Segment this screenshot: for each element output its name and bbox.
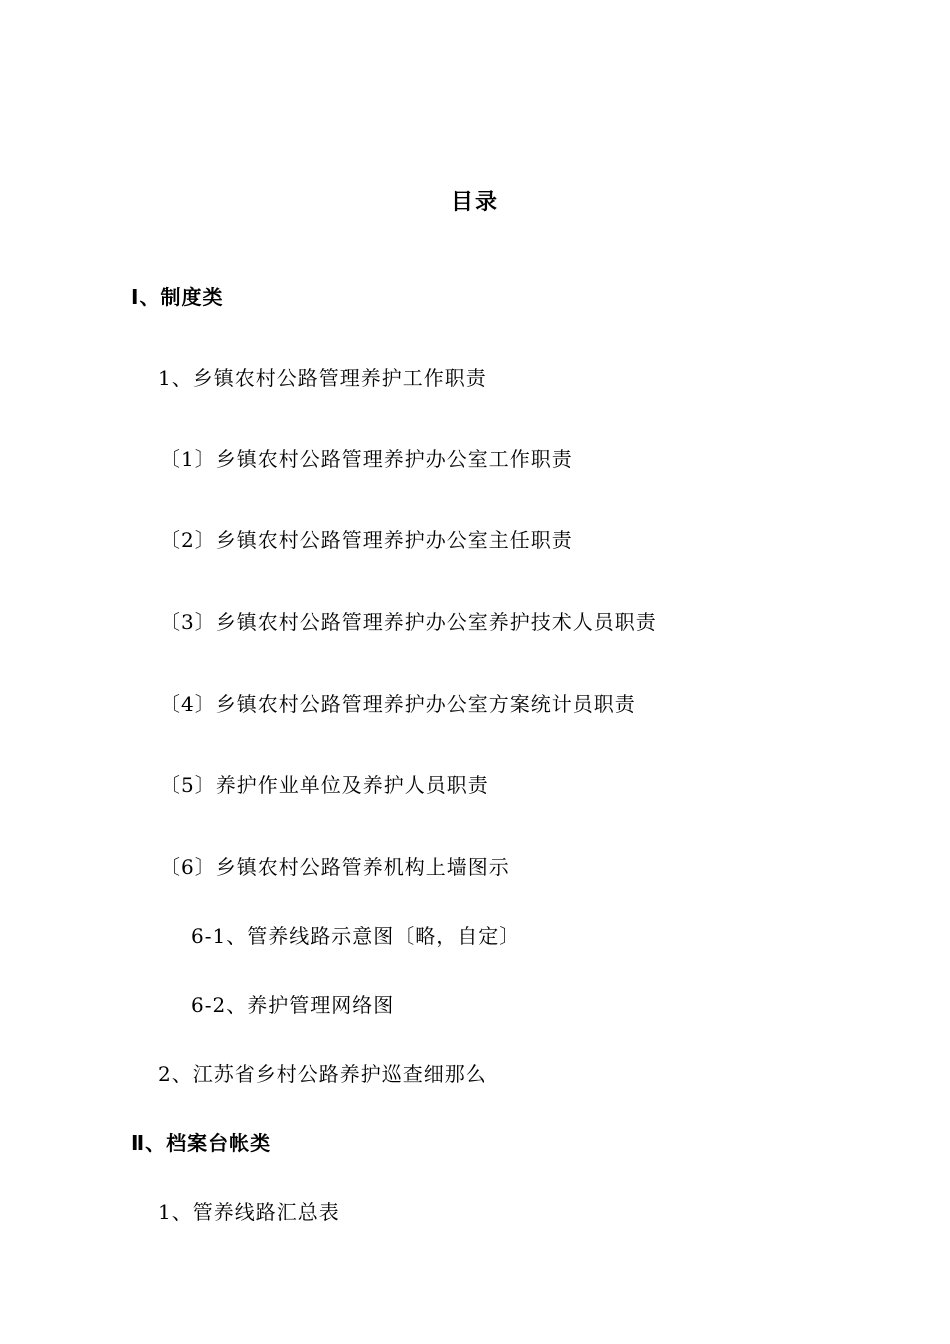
toc-item: 〔4〕乡镇农村公路管理养护办公室方案统计员职责 (160, 692, 636, 716)
page-title: 目录 (450, 190, 499, 215)
toc-item: 〔2〕乡镇农村公路管理养护办公室主任职责 (160, 528, 573, 552)
toc-item: 〔1〕乡镇农村公路管理养护办公室工作职责 (160, 447, 573, 471)
toc-item: 6-1、管养线路示意图〔略，自定〕 (191, 924, 521, 948)
section-heading-regulations: Ⅰ、制度类 (131, 285, 224, 309)
toc-item: 1、管养线路汇总表 (158, 1200, 340, 1224)
toc-item: 〔5〕养护作业单位及养护人员职责 (160, 773, 489, 797)
toc-item: 6-2、养护管理网络图 (191, 993, 395, 1017)
toc-item: 〔3〕乡镇农村公路管理养护办公室养护技术人员职责 (160, 610, 657, 634)
toc-item: 〔6〕乡镇农村公路管养机构上墙图示 (160, 855, 510, 879)
toc-item: 1、乡镇农村公路管理养护工作职责 (158, 366, 487, 390)
section-heading-archives: Ⅱ、档案台帐类 (131, 1131, 272, 1155)
toc-item: 2、江苏省乡村公路养护巡查细那么 (158, 1062, 487, 1086)
